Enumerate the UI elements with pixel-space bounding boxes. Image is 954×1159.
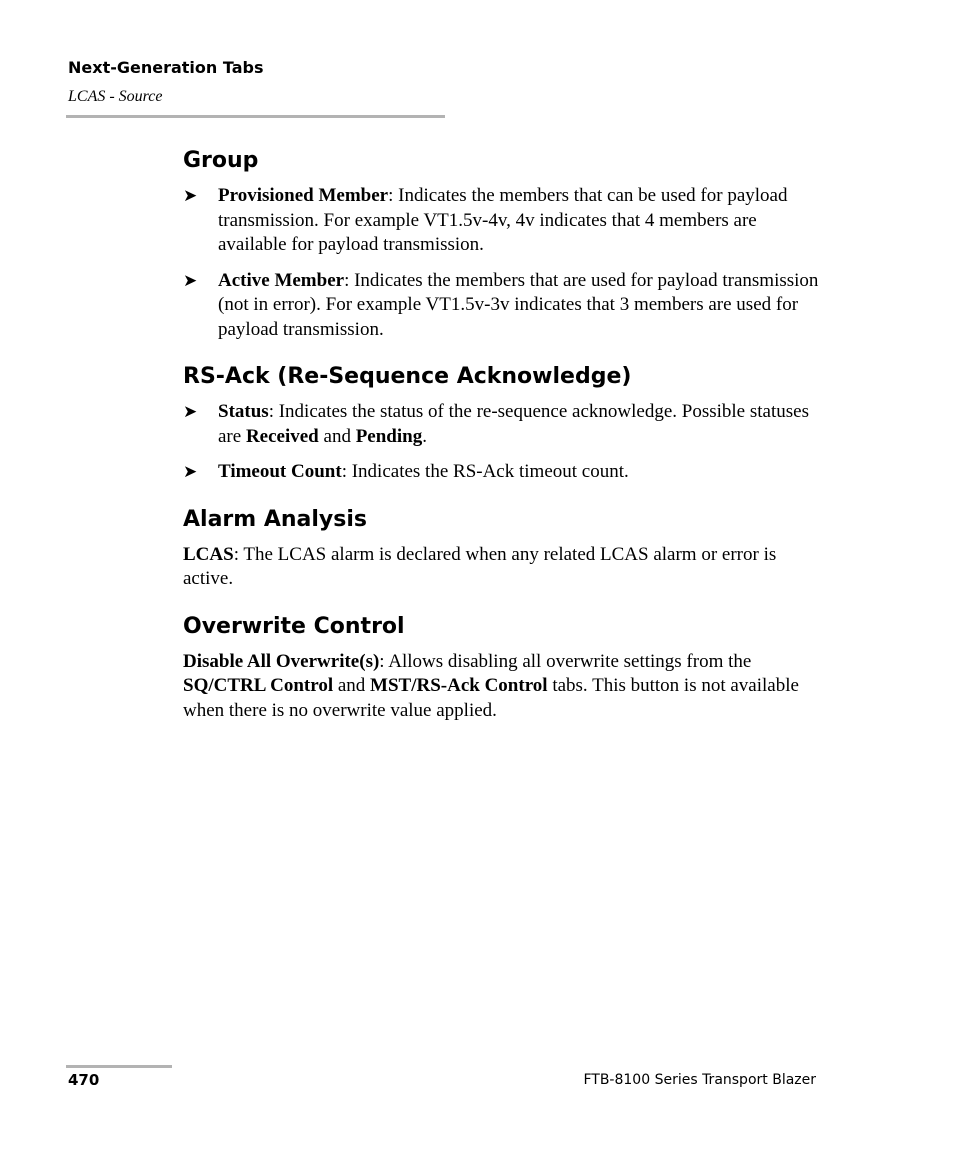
heading-group: Group (183, 148, 259, 173)
tab-name-sq-ctrl: SQ/CTRL Control (183, 675, 334, 696)
list-item (183, 184, 823, 258)
description: : The LCAS alarm is declared when any related LCAS alarm or error is active. (183, 543, 777, 589)
section-group (183, 146, 823, 342)
bullet-arrow-icon: ➤ (183, 402, 198, 422)
chapter-title: Next-Generation Tabs (68, 58, 264, 77)
description: : Allows disabling all overwrite settings from the (379, 650, 752, 672)
page-content (183, 146, 823, 743)
footer-divider (66, 1065, 172, 1068)
list-item (183, 400, 823, 449)
description: : Indicates the RS-Ack timeout count. (341, 461, 629, 482)
term-active-member: Active Member (218, 269, 345, 291)
page-number: 470 (68, 1071, 100, 1089)
section-subtitle: LCAS - Source (68, 88, 163, 105)
running-header (68, 58, 263, 107)
term-lcas: LCAS (183, 543, 234, 565)
product-name: FTB-8100 Series Transport Blazer (583, 1072, 816, 1088)
header-divider (66, 115, 445, 118)
heading-overwrite-control: Overwrite Control (183, 613, 405, 639)
rs-ack-list (183, 400, 823, 485)
heading-alarm-analysis: Alarm Analysis (183, 506, 367, 532)
heading-rs-ack: RS-Ack (Re-Sequence Acknowledge) (183, 364, 632, 389)
description: : Indicates the members that are used for payload transmission (not in error). For example VT1.5v-3v indicates that 3 members are used for payload transmission. (218, 269, 819, 340)
conjunction: and (333, 675, 371, 696)
bullet-arrow-icon: ➤ (183, 270, 198, 291)
bullet-arrow-icon: ➤ (183, 186, 198, 206)
alarm-paragraph (183, 543, 823, 592)
term-provisioned-member: Provisioned Member (218, 185, 389, 206)
conjunction: and (318, 425, 356, 447)
term-status: Status (218, 401, 269, 422)
section-alarm-analysis (183, 505, 823, 592)
bullet-arrow-icon: ➤ (183, 462, 198, 482)
status-received: Received (245, 425, 319, 447)
tab-name-mst-rs-ack: MST/RS-Ack Control (370, 675, 548, 696)
description-end: tabs. This button is not available when there is no overwrite value applied. (183, 675, 799, 721)
section-overwrite-control (183, 612, 823, 724)
period: . (422, 425, 427, 447)
term-timeout-count: Timeout Count (218, 461, 342, 482)
status-pending: Pending (355, 425, 423, 447)
term-disable-all-overwrites: Disable All Overwrite(s) (183, 650, 380, 672)
group-list (183, 184, 823, 342)
list-item (183, 460, 823, 485)
description: : Indicates the status of the re-sequence acknowledge. Possible statuses are (218, 401, 809, 447)
list-item (183, 269, 823, 343)
section-rs-ack (183, 362, 823, 485)
description: : Indicates the members that can be used for payload transmission. For example VT1.5v-4v, 4v indicates that 4 members are available for payload transmission. (218, 185, 788, 255)
overwrite-paragraph (183, 650, 823, 724)
